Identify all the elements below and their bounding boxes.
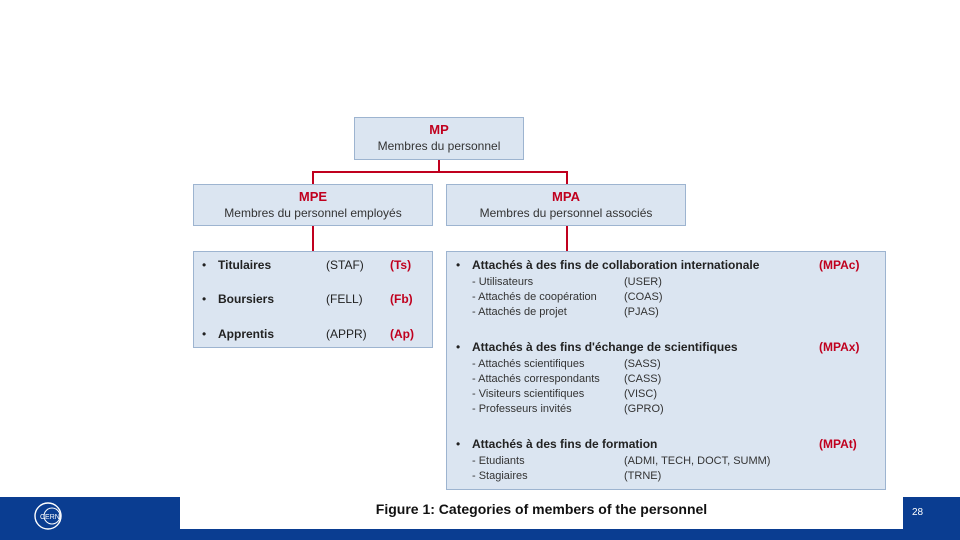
left-item-abbr: (APPR) <box>326 327 367 341</box>
group-item-abbr: (USER) <box>624 276 662 288</box>
group-item-name: - Visiteurs scientifiques <box>472 388 585 400</box>
connector-horizontal <box>312 171 568 173</box>
page-number: 28 <box>912 507 924 518</box>
group-item-abbr: (VISC) <box>624 388 657 400</box>
connector-mpa-up <box>566 171 568 184</box>
left-item-abbr: (FELL) <box>326 292 363 306</box>
group-item-name: - Utilisateurs <box>472 276 534 288</box>
group-item-abbr: (PJAS) <box>624 306 659 318</box>
mp-box <box>354 117 524 160</box>
group-item-name: - Attachés correspondants <box>472 373 600 385</box>
mpa-label: Membres du personnel associés <box>479 206 653 220</box>
mpe-box <box>193 184 433 226</box>
group-item-name: - Attachés de coopération <box>472 291 597 303</box>
mpe-label: Membres du personnel employés <box>224 206 402 220</box>
connector-mpe-up <box>312 171 314 184</box>
cern-logo <box>30 500 66 532</box>
group-item-abbr: (TRNE) <box>624 470 662 482</box>
mpe-code: MPE <box>298 189 328 204</box>
left-item-code: (Ap) <box>390 327 414 341</box>
left-item-name: Boursiers <box>218 292 275 306</box>
mp-code: MP <box>429 122 449 137</box>
figure-caption: Figure 1: Categories of members of the personnel <box>375 501 708 517</box>
group-item-abbr: (COAS) <box>624 291 663 303</box>
group-title: Attachés à des fins de collaboration internationale <box>472 258 760 272</box>
group-item-name: - Professeurs invités <box>472 403 572 415</box>
bullet-icon: • <box>456 437 461 451</box>
connector-mpa-down <box>566 226 568 251</box>
left-item-abbr: (STAF) <box>326 258 364 272</box>
bullet-icon: • <box>456 340 461 354</box>
group-title: Attachés à des fins d'échange de scientifiques <box>472 340 738 354</box>
group-item-name: - Etudiants <box>472 455 525 467</box>
mpa-list-box <box>446 251 886 490</box>
mp-label: Membres du personnel <box>377 139 501 153</box>
bullet-icon: • <box>202 292 207 306</box>
left-item-code: (Fb) <box>390 292 413 306</box>
bullet-icon: • <box>456 258 461 272</box>
group-item-abbr: (ADMI, TECH, DOCT, SUMM) <box>624 455 771 467</box>
group-item-abbr: (CASS) <box>624 373 662 385</box>
left-item-code: (Ts) <box>390 258 412 272</box>
mpa-code: MPA <box>552 189 580 204</box>
group-item-name: - Stagiaires <box>472 470 528 482</box>
group-item-abbr: (GPRO) <box>624 403 664 415</box>
group-code: (MPAx) <box>819 340 860 354</box>
group-item-abbr: (SASS) <box>624 358 661 370</box>
bullet-icon: • <box>202 327 207 341</box>
left-item-name: Apprentis <box>218 327 275 341</box>
mpa-box <box>446 184 686 226</box>
cern-logo-text: CERN <box>40 514 60 521</box>
group-title: Attachés à des fins de formation <box>472 437 658 451</box>
left-item-name: Titulaires <box>218 258 272 272</box>
group-item-name: - Attachés scientifiques <box>472 358 585 370</box>
group-code: (MPAt) <box>819 437 857 451</box>
bullet-icon: • <box>202 258 207 272</box>
mpe-list-box <box>193 251 433 348</box>
group-code: (MPAc) <box>819 258 860 272</box>
group-item-name: - Attachés de projet <box>472 306 567 318</box>
connector-mpe-down <box>312 226 314 251</box>
